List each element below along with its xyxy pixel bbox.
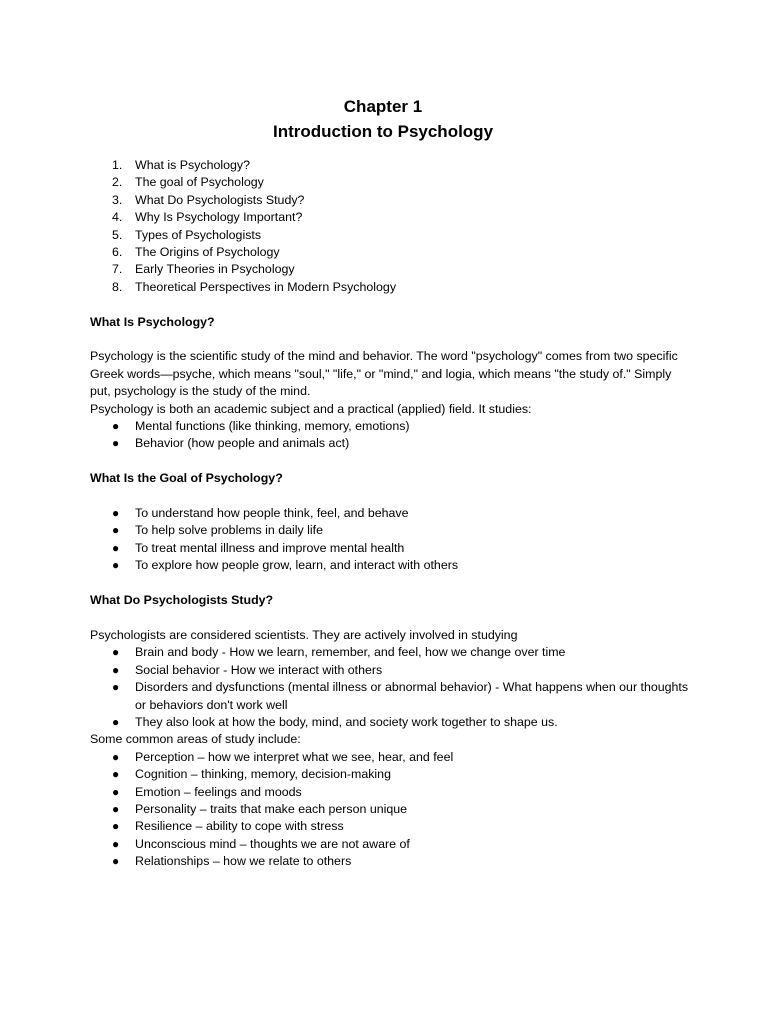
list-item-text: Perception – how we interpret what we see, hear, and feel xyxy=(135,749,454,764)
bullet-icon: ● xyxy=(112,506,120,521)
bullet-icon: ● xyxy=(112,714,120,729)
table-of-contents xyxy=(90,157,690,296)
bullet-icon: ● xyxy=(112,801,120,816)
list-item-text: Emotion – feelings and moods xyxy=(135,784,302,799)
document-body xyxy=(90,94,690,871)
bullet-icon: ● xyxy=(112,767,120,782)
list-item xyxy=(90,766,690,783)
list-item xyxy=(90,853,690,870)
list-item-text: To explore how people grow, learn, and interact with others xyxy=(135,558,459,573)
list-item-text: Behavior (how people and animals act) xyxy=(135,436,350,451)
paragraph-areas-intro: Some common areas of study include: xyxy=(90,732,301,747)
toc-text: Early Theories in Psychology xyxy=(135,262,295,277)
toc-item xyxy=(90,157,690,174)
toc-item xyxy=(90,244,690,261)
spacer xyxy=(90,609,690,626)
bullet-list-studies xyxy=(90,418,690,453)
bullet-icon: ● xyxy=(112,662,120,677)
list-item-text: Unconscious mind – thoughts we are not aware of xyxy=(135,836,410,851)
bullet-icon: ● xyxy=(112,819,120,834)
list-item xyxy=(90,644,690,661)
paragraph-academic-field: Psychology is both an academic subject and a practical (applied) field. It studies: xyxy=(90,401,532,416)
section-heading-goal: What Is the Goal of Psychology? xyxy=(90,471,283,486)
list-item-text: Cognition – thinking, memory, decision-making xyxy=(135,767,391,782)
toc-text: Why Is Psychology Important? xyxy=(135,210,303,225)
spacer xyxy=(90,488,690,505)
bullet-list-goals xyxy=(90,505,690,575)
spacer xyxy=(90,331,690,348)
bullet-icon: ● xyxy=(112,645,120,660)
list-item-text: Disorders and dysfunctions (mental illness or abnormal behavior) - What happens when our thoughts or behaviors don't work well xyxy=(135,680,689,712)
spacer xyxy=(90,453,690,470)
toc-number: 8. xyxy=(112,279,123,294)
bullet-list-areas xyxy=(90,749,690,871)
bullet-icon: ● xyxy=(112,540,120,555)
list-item-text: Relationships – how we relate to others xyxy=(135,854,352,869)
list-item xyxy=(90,505,690,522)
list-item-text: Social behavior - How we interact with others xyxy=(135,662,383,677)
toc-text: Theoretical Perspectives in Modern Psychology xyxy=(135,279,397,294)
list-item-text: Brain and body - How we learn, remember, and feel, how we change over time xyxy=(135,645,566,660)
bullet-icon: ● xyxy=(112,558,120,573)
list-item xyxy=(90,540,690,557)
bullet-list-study-topics xyxy=(90,644,690,731)
list-item xyxy=(90,818,690,835)
section-heading-psychologists-study: What Do Psychologists Study? xyxy=(90,593,274,608)
list-item-text: To help solve problems in daily life xyxy=(135,523,324,538)
bullet-icon: ● xyxy=(112,749,120,764)
bullet-icon: ● xyxy=(112,854,120,869)
list-item xyxy=(90,418,690,435)
bullet-icon: ● xyxy=(112,680,120,695)
list-item-text: Personality – traits that make each person unique xyxy=(135,801,408,816)
list-item xyxy=(90,749,690,766)
list-item xyxy=(90,714,690,731)
list-item xyxy=(90,836,690,853)
toc-number: 3. xyxy=(112,192,123,207)
list-item xyxy=(90,557,690,574)
list-item xyxy=(90,435,690,452)
list-item-text: Resilience – ability to cope with stress xyxy=(135,819,344,834)
list-item-text: To treat mental illness and improve mental health xyxy=(135,540,405,555)
toc-text: What Do Psychologists Study? xyxy=(135,192,305,207)
toc-number: 7. xyxy=(112,262,123,277)
toc-text: The Origins of Psychology xyxy=(135,245,280,260)
chapter-title: Introduction to Psychology xyxy=(272,122,494,141)
toc-item xyxy=(90,209,690,226)
toc-number: 2. xyxy=(112,175,123,190)
section-heading-what-is-psychology: What Is Psychology? xyxy=(90,314,215,329)
list-item xyxy=(90,662,690,679)
toc-number: 5. xyxy=(112,227,123,242)
list-item xyxy=(90,522,690,539)
spacer xyxy=(90,296,690,313)
toc-text: The goal of Psychology xyxy=(135,175,264,190)
bullet-icon: ● xyxy=(112,523,120,538)
spacer xyxy=(90,575,690,592)
paragraph-scientists: Psychologists are considered scientists. They are actively involved in studying xyxy=(90,627,518,642)
toc-item xyxy=(90,192,690,209)
list-item xyxy=(90,679,690,714)
bullet-icon: ● xyxy=(112,784,120,799)
list-item-text: To understand how people think, feel, and behave xyxy=(135,506,409,521)
list-item-text: They also look at how the body, mind, and society work together to shape us. xyxy=(135,714,558,729)
toc-number: 1. xyxy=(112,158,123,172)
toc-number: 4. xyxy=(112,210,123,225)
paragraph-definition: Psychology is the scientific study of the mind and behavior. The word "psychology" comes from two specific Greek words—psyche, which means "soul," "life," or "mind," and logia, which means "the study of." Simply put, psychology is the study of the mind. xyxy=(90,349,678,399)
toc-item xyxy=(90,279,690,296)
toc-text: Types of Psychologists xyxy=(135,227,262,242)
chapter-number: Chapter 1 xyxy=(343,97,423,116)
toc-item xyxy=(90,227,690,244)
bullet-icon: ● xyxy=(112,836,120,851)
toc-item xyxy=(90,174,690,191)
bullet-icon: ● xyxy=(112,419,120,434)
toc-number: 6. xyxy=(112,245,123,260)
list-item xyxy=(90,801,690,818)
toc-item xyxy=(90,261,690,278)
list-item-text: Mental functions (like thinking, memory, emotions) xyxy=(135,419,410,434)
toc-text: What is Psychology? xyxy=(135,158,251,172)
list-item xyxy=(90,784,690,801)
bullet-icon: ● xyxy=(112,436,120,451)
